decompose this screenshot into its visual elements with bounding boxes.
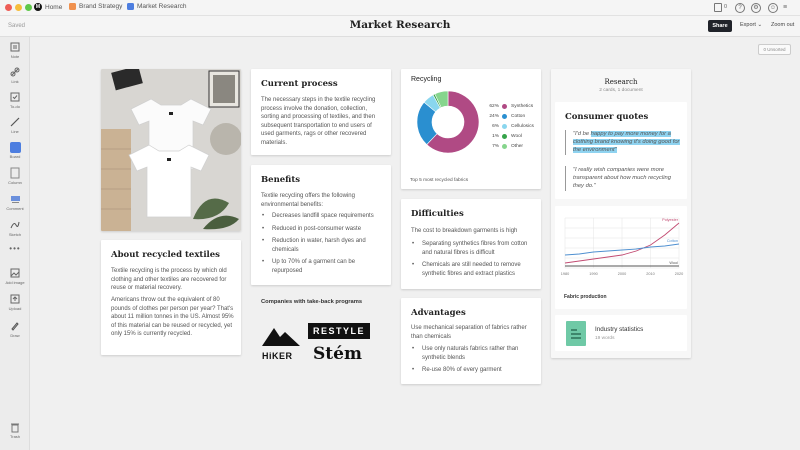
series-label: Wool [669, 261, 678, 265]
tool-label: Add image [5, 280, 25, 285]
export-label: Export [740, 22, 756, 28]
fabric-production-line-chart [559, 214, 685, 282]
benefits-card[interactable] [251, 165, 391, 285]
x-tick-label: 2000 [617, 272, 627, 276]
tool-label: Link [11, 79, 19, 84]
card-title: Current process [261, 79, 338, 89]
chevron-down-icon: ⌄ [757, 22, 763, 28]
series-label: Cotton [666, 239, 678, 243]
tool-todo[interactable] [0, 91, 30, 109]
upload-icon [9, 293, 21, 305]
window-titlebar [0, 0, 800, 16]
x-tick-label: 1980 [560, 272, 570, 276]
list-item: • Up to 70% of a garment can be repurposed [260, 258, 385, 275]
legend-percent: 1% [492, 133, 499, 139]
column-subtitle: 2 cards, 1 document [599, 88, 643, 93]
legend-percent: 6% [492, 123, 499, 129]
advantages-list [410, 345, 535, 379]
image-icon [9, 267, 21, 279]
legend-label: Cellulosics [511, 123, 534, 129]
x-tick-label: 1990 [589, 272, 598, 276]
tshirt-photo-image [101, 69, 241, 231]
zoom-out-button[interactable]: Zoom out [771, 22, 795, 28]
chart-caption: Fabric production [564, 294, 607, 300]
tool-label: Trash [9, 434, 21, 439]
card-title: Recycling [411, 76, 442, 83]
legend-percent: 24% [489, 113, 499, 119]
line-icon [9, 116, 21, 128]
hiker-logo-text: HiKER [262, 351, 293, 361]
tool-trash[interactable] [0, 421, 30, 439]
card-title: Benefits [261, 175, 301, 185]
quote-2: "I really wish companies were more transparent about how much recycling they do." [565, 166, 680, 191]
more-icon: ••• [9, 243, 21, 253]
legend-swatch [502, 134, 507, 139]
user-avatar-icon[interactable]: ☺ [769, 5, 777, 11]
legend-item [487, 111, 534, 121]
tool-line[interactable] [0, 116, 30, 134]
draw-icon [9, 320, 21, 332]
card-title: Advantages [411, 308, 466, 318]
legend-item [487, 141, 534, 151]
recycling-donut-chart [417, 91, 479, 153]
legend-label: Synthetics [511, 103, 534, 109]
tool-comment[interactable] [0, 193, 30, 211]
todo-icon [9, 91, 21, 103]
comment-icon [9, 193, 21, 205]
card-paragraph: The necessary steps in the textile recycling process involve the donation, collection, sorting and processing of textiles, and then subsequent transportation to end users of used garments, rags or other recovered materials. [261, 97, 376, 146]
board-color-icon [127, 3, 134, 10]
card-paragraph: Textile recycling offers the following environmental benefits: [261, 193, 355, 208]
export-button[interactable] [740, 22, 762, 28]
legend-item [487, 101, 534, 111]
list-item: • Use only naturals fabrics rather than synthetic blends [410, 345, 535, 362]
legend-label: Cotton [511, 113, 526, 119]
difficulties-list [410, 240, 535, 282]
tool-label: To-do [9, 104, 20, 109]
board-color-icon [69, 3, 76, 10]
legend-percent: 7% [492, 143, 499, 149]
board-icon [9, 141, 21, 153]
mountain-icon [262, 326, 300, 346]
legend-label: Other [511, 143, 523, 149]
tool-column[interactable] [0, 167, 30, 185]
legend-item [487, 121, 534, 131]
list-item: • Chemicals are still needed to remove synthetic fibres and extract plastics [410, 261, 535, 278]
list-item: • Reduced in post-consumer waste [260, 225, 385, 234]
companies-title: Companies with take-back programs [261, 299, 363, 305]
notifications-icon[interactable] [714, 3, 722, 12]
card-paragraph: Americans throw out the equivalent of 80 pounds of clothes per person per year? That's about 11 million tonnes in the US. Almost 95% of this material can be reused or recycled, yet only 15% is currently recycled. [111, 297, 234, 338]
unsorted-button[interactable]: 0 Unsorted [758, 44, 791, 55]
difficulties-card[interactable] [401, 199, 541, 289]
legend-swatch [502, 124, 507, 129]
tool-label: Sketch [8, 232, 22, 237]
menu-icon[interactable]: ≡ [783, 4, 788, 11]
tool-note[interactable] [0, 41, 30, 59]
board-title[interactable]: Market Research [349, 19, 451, 31]
breadcrumb-home[interactable] [34, 3, 62, 11]
x-tick-label: 2020 [674, 272, 684, 276]
tool-label: Column [8, 180, 22, 185]
document-meta: 19 words [595, 336, 615, 341]
card-title: Difficulties [411, 209, 464, 219]
highlighted-quote-text: happy to pay more money for a clothing brand knowing it's doing good for the environment" [573, 131, 680, 154]
card-paragraph: The cost to breakdown garments is high [411, 228, 518, 234]
current-process-card[interactable] [251, 69, 391, 155]
help-icon[interactable]: ? [735, 3, 745, 13]
card-paragraph: Textile recycling is the process by which old clothing and other textiles are recovered for reuse or material recovery. [111, 268, 227, 292]
tool-label: Draw [10, 333, 20, 338]
legend-swatch [502, 144, 507, 149]
companies-section [251, 294, 391, 374]
list-item: • Separating synthetics fibres from cotton and natural fibres is difficult [410, 240, 535, 257]
tool-label: Upload [8, 306, 22, 311]
tool-sidebar [0, 37, 30, 450]
legend-percent: 62% [489, 103, 499, 109]
quote-1 [565, 130, 680, 155]
stem-logo[interactable]: Stém [313, 344, 362, 364]
tool-label: Note [10, 54, 20, 59]
tool-draw[interactable] [0, 320, 30, 338]
tool-board[interactable] [0, 141, 30, 159]
about-recycled-textiles-card[interactable] [101, 240, 241, 355]
settings-icon[interactable]: ⚙ [751, 3, 761, 13]
quotes-title: Consumer quotes [565, 112, 649, 122]
legend-item [487, 131, 534, 141]
document-icon [566, 321, 586, 346]
donut-legend [487, 101, 534, 151]
tool-label: Comment [6, 206, 24, 211]
hiker-logo[interactable] [262, 326, 300, 362]
breadcrumb-market-research[interactable] [127, 3, 187, 10]
link-icon [9, 66, 21, 78]
tool-link[interactable] [0, 66, 30, 84]
trash-icon [9, 421, 21, 433]
benefits-list [260, 212, 385, 279]
list-item: • Reduction in water, harsh dyes and chemicals [260, 237, 385, 254]
document-title: Industry statistics [595, 326, 644, 333]
tool-upload[interactable] [0, 293, 30, 311]
chart-caption: Top 5 most recycled fabrics [410, 178, 469, 183]
saved-status: Saved [8, 23, 26, 29]
breadcrumb-label: Market Research [137, 3, 187, 10]
maximize-window-icon[interactable] [25, 4, 32, 11]
notification-count: 0 [724, 4, 728, 10]
restyle-logo[interactable]: RESTYLE [308, 323, 370, 339]
milanote-logo-icon: M [35, 4, 41, 10]
breadcrumb-label: Brand Strategy [79, 3, 123, 10]
tool-sketch[interactable] [0, 219, 30, 237]
quote-text: "I'd be [573, 131, 591, 137]
sketch-icon [9, 219, 21, 231]
tshirt-photo[interactable] [101, 69, 241, 231]
column-title: Research [604, 78, 638, 86]
close-window-icon[interactable] [5, 4, 12, 11]
share-button[interactable]: Share [708, 20, 732, 32]
legend-label: Wool [511, 133, 522, 139]
tool-add-image[interactable] [0, 267, 30, 285]
tool-label: Line [11, 129, 19, 134]
x-tick-label: 2010 [646, 272, 655, 276]
note-icon [9, 41, 21, 53]
card-title: About recycled textiles [111, 250, 220, 260]
column-icon [9, 167, 21, 179]
minimize-window-icon[interactable] [15, 4, 22, 11]
legend-swatch [502, 114, 507, 119]
breadcrumb-home-label: Home [45, 3, 63, 11]
list-item: • Re-use 80% of every garment [410, 366, 535, 375]
tool-label: Board [9, 154, 21, 159]
breadcrumb-brand-strategy[interactable] [69, 3, 122, 10]
legend-swatch [502, 104, 507, 109]
advantages-card[interactable] [401, 298, 541, 384]
board-toolbar [0, 16, 800, 37]
card-paragraph: Use mechanical separation of fabrics rather than chemicals [411, 325, 527, 340]
tool-more[interactable] [0, 242, 30, 254]
series-label: Polyester [662, 218, 678, 222]
list-item: • Decreases landfill space requirements [260, 212, 385, 221]
